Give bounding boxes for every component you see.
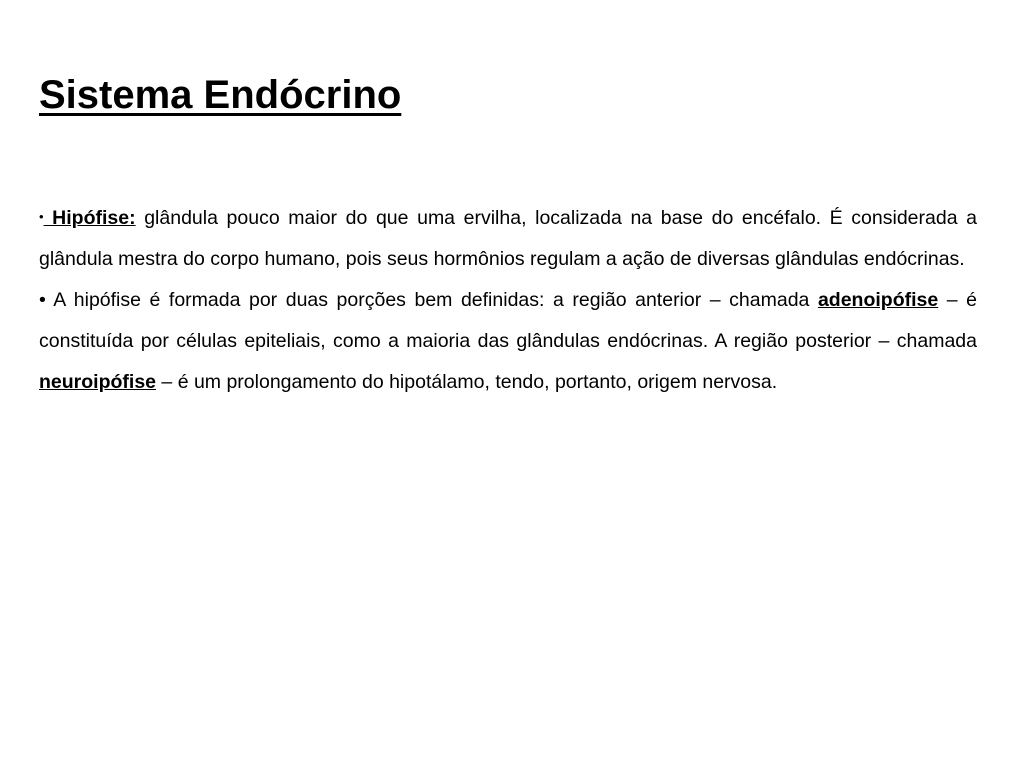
term-hipofise: Hipófise: — [43, 207, 136, 229]
bullet-icon: • — [39, 289, 46, 311]
term-neuroipofise: neuroipófise — [39, 371, 157, 393]
paragraph-text: – é constituída por células epiteliais, como a maioria das glândulas endócrinas. A região posterior – chamada — [39, 289, 977, 352]
slide-body — [39, 196, 977, 403]
paragraph-text: A hipófise é formada por duas porções bem definidas: a região anterior – chamada — [45, 289, 818, 311]
slide-title: Sistema Endócrino — [39, 73, 402, 117]
term-adenoipofise: adenoipófise — [817, 289, 939, 311]
paragraph-text: – é um prolongamento do hipotálamo, tendo, portanto, origem nervosa. — [156, 371, 778, 393]
bullet-icon: • — [39, 209, 44, 224]
paragraph-text: glândula pouco maior do que uma ervilha, localizada na base do encéfalo. É considerada a glândula mestra do corpo humano, pois seus hormônios regulam a ação de diversas glândulas endócrinas. — [39, 207, 977, 270]
paragraph-hipofise — [39, 196, 977, 280]
paragraph-porcoes — [39, 280, 977, 403]
